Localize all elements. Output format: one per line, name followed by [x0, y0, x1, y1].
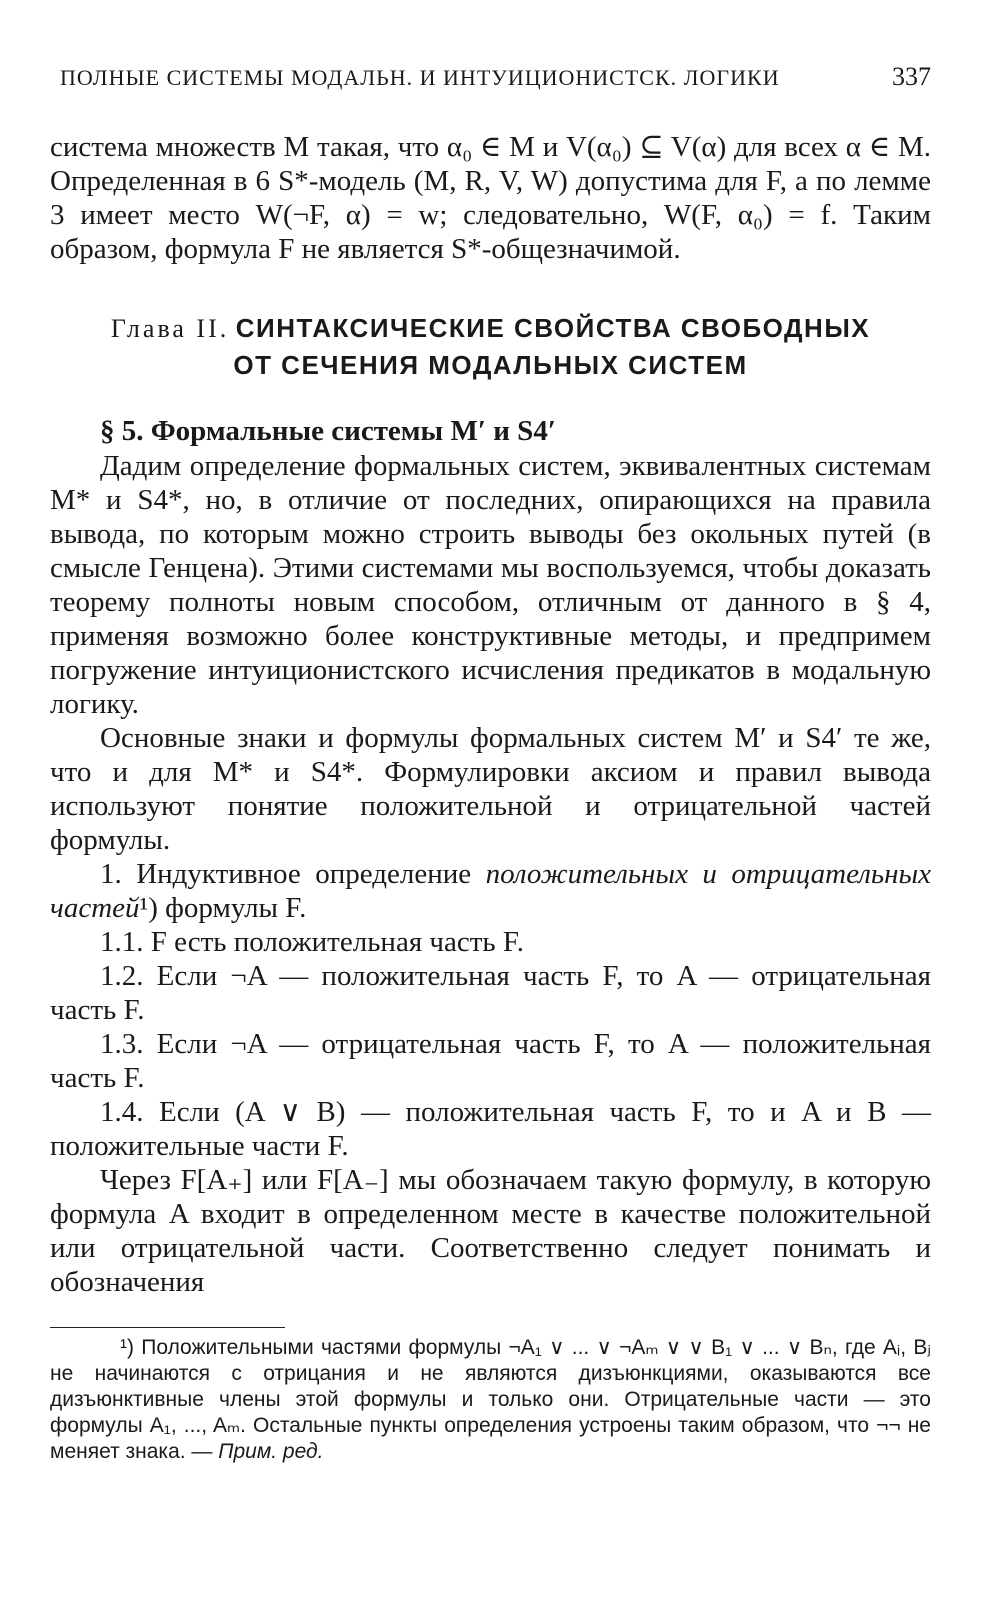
definition-item-1-3: 1.3. Если ¬A — отрицательная часть F, то A — положительная часть F.: [50, 1028, 931, 1094]
closing-paragraph: Через F[A₊] или F[A₋] мы обозначаем такую формулу, в которую формула A входит в определенном месте в качестве положительной или отрицательной части. Соответственно следует понимать и обозначения: [50, 1164, 931, 1298]
definition-item-1-4: 1.4. Если (A ∨ B) — положительная часть F, то и A и B — положительные части F.: [50, 1096, 931, 1162]
body-text: [50, 130, 931, 1299]
footnote: [50, 1335, 931, 1465]
footnote-text: ¹) Положительными частями формулы ¬A₁ ∨ ... ∨ ¬Aₘ ∨ ∨ B₁ ∨ ... ∨ Bₙ, где Aᵢ, Bⱼ не начинаются с отрицания и не являются дизъюнкциями, оказываются все дизъюнктивные члены этой формулы и только они. Отрицательные части — это формулы A₁, ..., Aₘ. Остальные пункты определения устроены таким образом, что ¬¬ не меняет знака. —: [50, 1336, 931, 1463]
chapter-label: Глава II.: [110, 314, 230, 343]
chapter-heading: [50, 310, 931, 383]
section-title: § 5. Формальные системы M′ и S4′: [100, 415, 556, 447]
definition-lead-start: 1. Индуктивное определение: [100, 858, 486, 890]
chapter-title-line-2: ОТ СЕЧЕНИЯ МОДАЛЬНЫХ СИСТЕМ: [233, 350, 748, 380]
paragraph-2: Основные знаки и формулы формальных систем M′ и S4′ те же, что и для M* и S4*. Формулировки аксиом и правил вывода используют понятие положительной и отрицательной частей формулы.: [50, 722, 931, 856]
footnote-editor-note: Прим. ред.: [218, 1440, 324, 1463]
running-head-title: ПОЛНЫЕ СИСТЕМЫ МОДАЛЬН. И ИНТУИЦИОНИСТСК. ЛОГИКИ: [60, 65, 780, 90]
definition-item-1-1: 1.1. F есть положительная часть F.: [100, 926, 524, 958]
definition-lead-end: формулы F.: [157, 892, 307, 924]
footnote-mark: ¹): [139, 892, 158, 924]
chapter-title-line-1: СИНТАКСИЧЕСКИЕ СВОЙСТВА СВОБОДНЫХ: [235, 313, 871, 343]
intro-paragraph: система множеств M такая, что α₀ ∈ M и V(α₀) ⊆ V(α) для всех α ∈ M. Определенная в 6 S*-модель (M, R, V, W) допустима для F, а по лемме 3 имеет место W(¬F, α) = w; следовательно, W(F, α₀) = f. Таким образом, формула F не является S*-общезначимой.: [50, 131, 931, 265]
footnote-divider: [50, 1327, 285, 1328]
definition-lead: [50, 857, 931, 925]
definition-lead-italic: положительных и отрицательных частей: [50, 858, 931, 924]
running-head: [60, 62, 931, 92]
definition-item-1-2: 1.2. Если ¬A — положительная часть F, то A — отрицательная часть F.: [50, 960, 931, 1026]
paragraph-1: Дадим определение формальных систем, эквивалентных системам M* и S4*, но, в отличие от последних, опирающихся на правила вывода, по которым можно строить выводы без окольных путей (в смысле Генцена). Этими системами мы воспользуемся, чтобы доказать теорему полноты новым способом, отличным от данного в § 4, применяя возможно более конструктивные методы, и предпримем погружение интуиционистского исчисления предикатов в модальную логику.: [50, 450, 931, 720]
page-number: 337: [892, 62, 931, 91]
